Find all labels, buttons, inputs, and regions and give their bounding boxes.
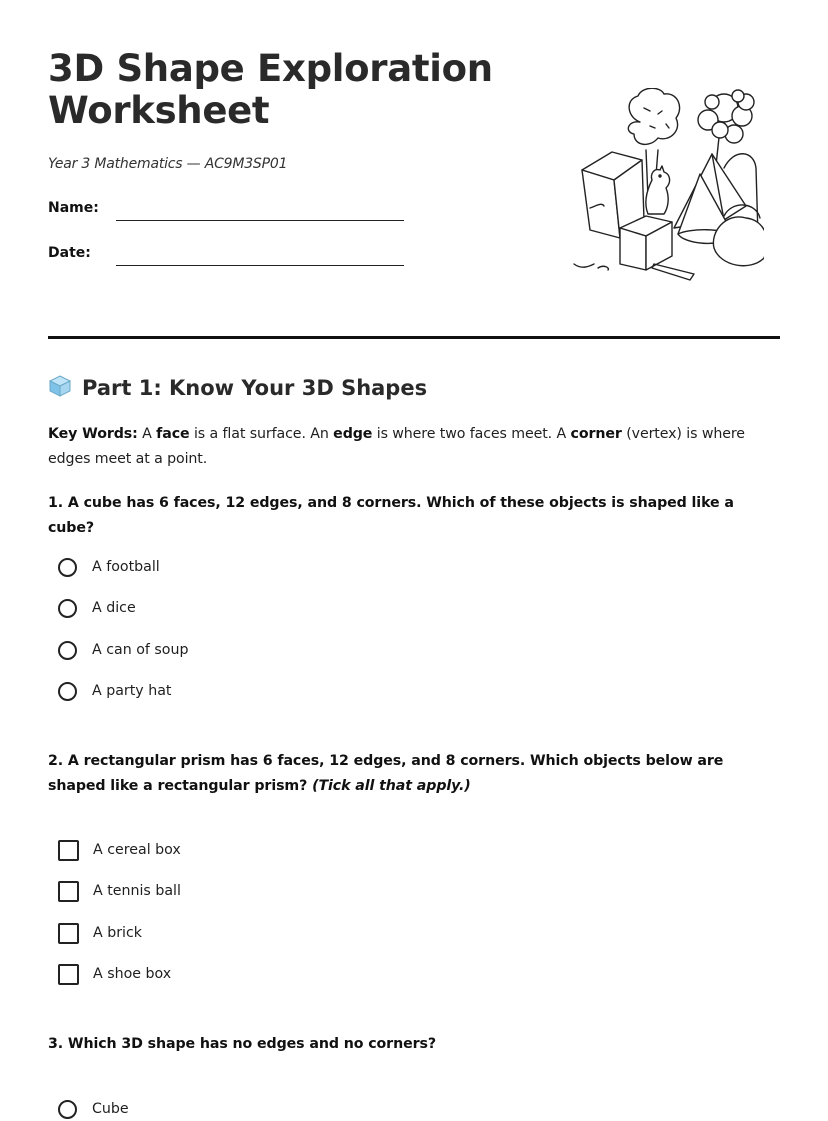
checkbox[interactable] <box>58 923 79 944</box>
term-corner: corner <box>570 426 622 442</box>
q3-option-cube[interactable] <box>58 1097 129 1121</box>
radio-button[interactable] <box>58 682 77 701</box>
key-words-paragraph <box>48 422 768 472</box>
q2-option-cereal-box[interactable] <box>58 838 181 862</box>
question-2-text: 2. A rectangular prism has 6 faces, 12 edges, and 8 corners. Which objects below are shaped like a rectangular prism? <box>48 753 724 794</box>
radio-button[interactable] <box>58 599 77 618</box>
option-label: A tennis ball <box>93 883 181 899</box>
q1-option-can-of-soup[interactable] <box>58 638 188 662</box>
name-field[interactable] <box>48 200 99 216</box>
question-2-hint: (Tick all that apply.) <box>312 778 471 794</box>
q1-option-dice[interactable] <box>58 596 136 620</box>
worksheet-title: 3D Shape Exploration Worksheet <box>48 47 493 132</box>
intro-text-2: is a flat surface. An <box>189 426 334 442</box>
checkbox[interactable] <box>58 840 79 861</box>
option-label: A party hat <box>92 683 172 699</box>
option-label: A cereal box <box>93 842 181 858</box>
option-label: A brick <box>93 925 143 941</box>
radio-button[interactable] <box>58 641 77 660</box>
name-label: Name: <box>48 200 99 216</box>
q1-option-football[interactable] <box>58 555 160 579</box>
checkbox[interactable] <box>58 881 79 902</box>
key-words-label: Key Words: <box>48 426 138 442</box>
option-label: A dice <box>92 600 136 616</box>
date-field[interactable] <box>48 245 91 261</box>
name-answer-line[interactable] <box>116 220 404 221</box>
shapes-illustration <box>524 88 764 288</box>
intro-text-1: A <box>137 426 157 442</box>
part1-heading-text: Part 1: Know Your 3D Shapes <box>82 376 428 400</box>
q1-option-party-hat[interactable] <box>58 679 171 703</box>
radio-button[interactable] <box>58 1100 77 1119</box>
option-label: A football <box>92 559 160 575</box>
intro-text-4: (vertex) is where edges meet at a point. <box>48 426 745 467</box>
date-label: Date: <box>48 245 91 261</box>
question-3: 3. Which 3D shape has no edges and no corners? <box>48 1036 436 1052</box>
section-divider <box>48 336 780 339</box>
q2-option-tennis-ball[interactable] <box>58 879 181 903</box>
worksheet-subtitle: Year 3 Mathematics — AC9M3SP01 <box>48 156 288 172</box>
term-edge: edge <box>333 426 373 442</box>
question-2 <box>48 749 778 799</box>
option-label: A can of soup <box>92 642 189 658</box>
term-face: face <box>156 426 190 442</box>
question-1: 1. A cube has 6 faces, 12 edges, and 8 corners. Which of these objects is shaped like a cube? <box>48 495 734 536</box>
radio-button[interactable] <box>58 558 77 577</box>
date-answer-line[interactable] <box>116 265 404 266</box>
checkbox[interactable] <box>58 964 79 985</box>
q2-option-brick[interactable] <box>58 921 142 945</box>
intro-text-3: is where two faces meet. A <box>372 426 571 442</box>
cube-icon <box>48 374 72 398</box>
q2-option-shoe-box[interactable] <box>58 962 171 986</box>
part1-heading <box>48 374 427 400</box>
option-label: A shoe box <box>93 966 172 982</box>
option-label: Cube <box>92 1101 129 1117</box>
